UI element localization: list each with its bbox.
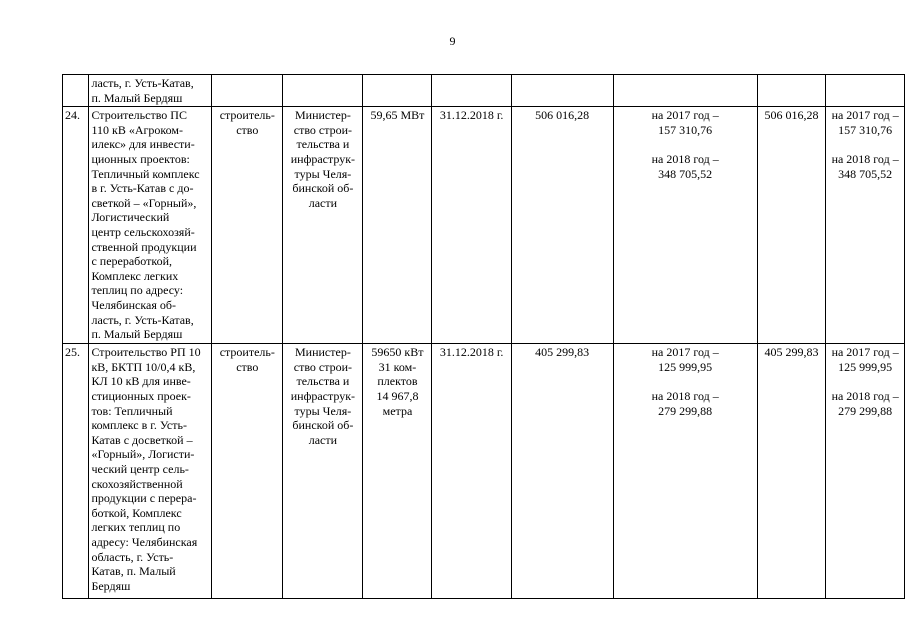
row-by-year-2	[826, 344, 905, 599]
year-2017-amount: на 2017 год – 125 999,95	[651, 345, 719, 374]
page-number: 9	[449, 34, 456, 48]
cell-type	[212, 75, 283, 107]
row-total-2: 506 016,28	[757, 107, 825, 344]
row-capacity: 59,65 МВт	[363, 107, 432, 344]
row-total: 405 299,83	[511, 344, 613, 599]
year-2017-amount: на 2017 год – 157 310,76	[651, 108, 719, 137]
row-by-year	[613, 344, 757, 599]
row-date: 31.12.2018 г.	[432, 344, 511, 599]
table-row	[63, 107, 905, 344]
row-type: строитель- ство	[212, 107, 283, 344]
year-2018-amount: на 2018 год – 348 705,52	[651, 152, 719, 181]
cell-date	[432, 75, 511, 107]
row-by-year-2	[826, 107, 905, 344]
cell-capacity	[363, 75, 432, 107]
table-row-continuation	[63, 75, 905, 107]
cell-description	[89, 75, 212, 107]
year-2018-amount-2: на 2018 год – 279 299,88	[831, 389, 899, 418]
cell-by-year-2	[826, 75, 905, 107]
row-date: 31.12.2018 г.	[432, 107, 511, 344]
row-description: Строительство ПС 110 кВ «Агроком- илекс» для инвести- ционных проектов: Тепличный комплекс в г. Усть-Катав с до- светкой – «Горный», Логистический центр сельскохозяй- ственной продукции с переработкой, Комплекс легких теплиц по адресу: Челябинская об- ласть, г. Усть-Катав, п. Малый Бердяш	[89, 107, 212, 344]
row-number: 24.	[63, 107, 89, 344]
row-number: 25.	[63, 344, 89, 599]
year-2017-amount-2: на 2017 год – 157 310,76	[831, 108, 899, 137]
row-type: строитель- ство	[212, 344, 283, 599]
year-2017-amount-2: на 2017 год – 125 999,95	[831, 345, 899, 374]
cell-num	[63, 75, 89, 107]
year-2018-amount: на 2018 год – 279 299,88	[651, 389, 719, 418]
row-total-2: 405 299,83	[757, 344, 825, 599]
year-2018-amount-2: на 2018 год – 348 705,52	[831, 152, 899, 181]
row-customer: Министер- ство строи- тельства и инфраструк- туры Челя- бинской об- ласти	[283, 107, 363, 344]
row-by-year	[613, 107, 757, 344]
cell-customer	[283, 75, 363, 107]
row-capacity: 59650 кВт 31 ком- плектов 14 967,8 метра	[363, 344, 432, 599]
cell-by-year	[613, 75, 757, 107]
row-customer: Министер- ство строи- тельства и инфраструк- туры Челя- бинской об- ласти	[283, 344, 363, 599]
continuation-text: ласть, г. Усть-Катав, п. Малый Бердяш	[91, 76, 194, 105]
table-row	[63, 344, 905, 599]
cell-total	[511, 75, 613, 107]
row-total: 506 016,28	[511, 107, 613, 344]
row-description: Строительство РП 10 кВ, БКТП 10/0,4 кВ, КЛ 10 кВ для инве- стиционных проек- тов: Тепличный комплекс в г. Усть- Катав с досветкой – «Горный», Логисти- ческий центр сель- скохозяйственной продукции с перера- боткой, Комплекс легких теплиц по адресу: Челябинская область, г. Усть- Катав, п. Малый Бердяш	[89, 344, 212, 599]
projects-table	[62, 74, 905, 599]
cell-total-2	[757, 75, 825, 107]
